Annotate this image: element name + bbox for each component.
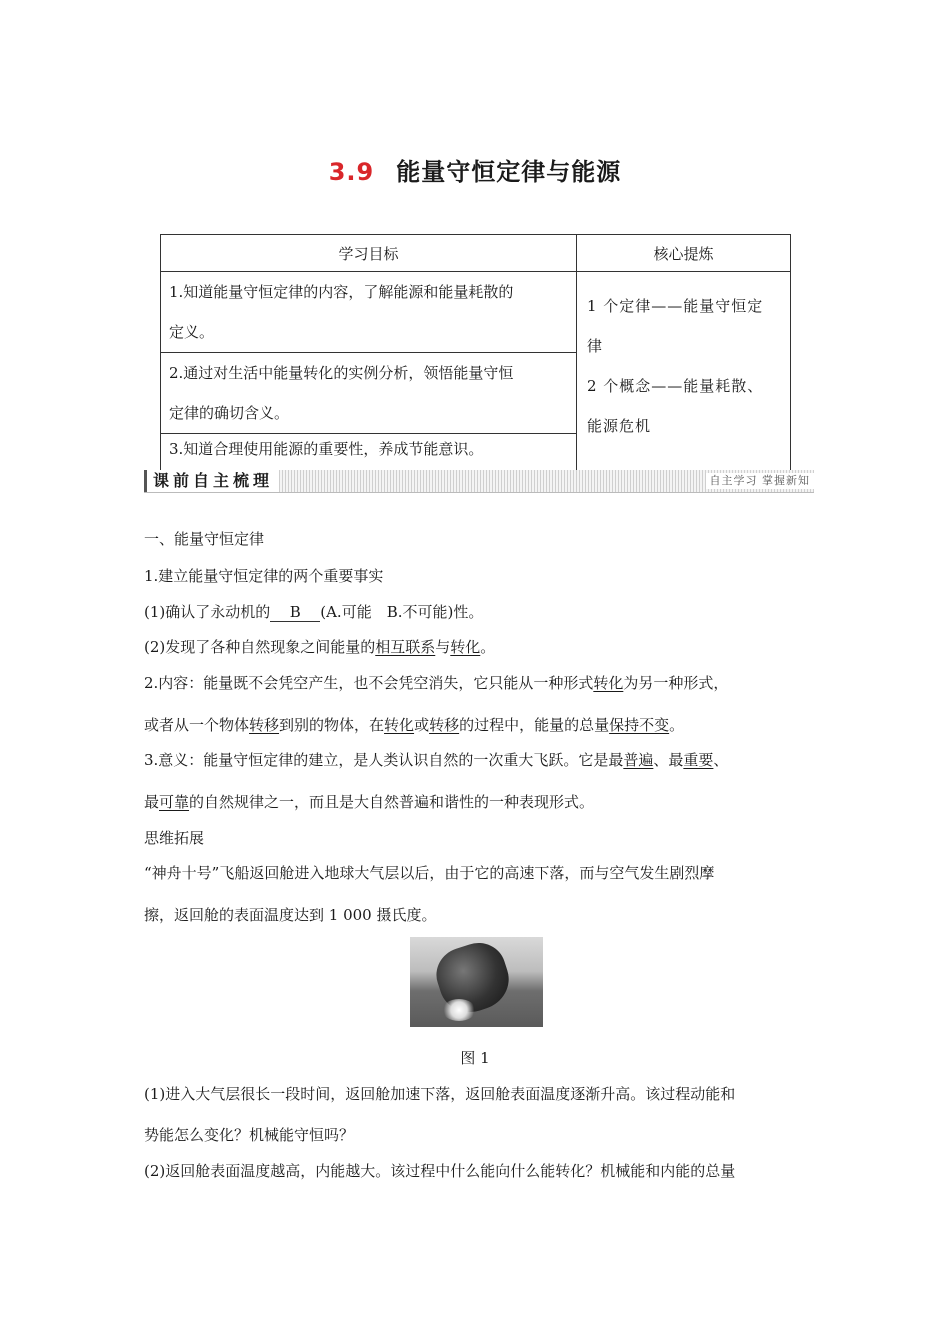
- section-title: 能量守恒定律与能源: [396, 158, 622, 186]
- item-3-line-2: 最可靠的自然规律之一，而且是大自然普遍和谐性的一种表现形式。: [144, 793, 595, 811]
- question-2: (2)返回舱表面温度越高，内能越大。该过程中什么能向什么能转化？机械能和内能的总量: [144, 1162, 736, 1180]
- item-1a: (1)确认了永动机的 B (A.可能 B.不可能)性。: [144, 603, 484, 621]
- thinking-para-1: “神舟十号”飞船返回舱进入地球大气层以后，由于它的高速下落，而与空气发生剧烈摩: [144, 864, 715, 882]
- goal-2: 2.通过对生活中能量转化的实例分析，领悟能量守恒 定律的确切含义。: [161, 353, 577, 434]
- banner-subtitle: 自主学习 掌握新知: [706, 473, 815, 489]
- goals-table: [160, 234, 791, 472]
- capsule-flame: [442, 999, 476, 1021]
- item-1: 1.建立能量守恒定律的两个重要事实: [144, 567, 384, 585]
- capsule-figure: [410, 937, 543, 1027]
- goal-1: 1.知道能量守恒定律的内容，了解能源和能量耗散的 定义。: [161, 272, 577, 353]
- question-1-line-1: (1)进入大气层很长一段时间，返回舱加速下落，返回舱表面温度逐渐升高。该过程动能和: [144, 1085, 736, 1103]
- item-2-line-2: 或者从一个物体转移到别的物体，在转化或转移的过程中，能量的总量保持不变。: [144, 716, 685, 734]
- answer-blank: B: [270, 604, 320, 622]
- page-title: [0, 152, 950, 187]
- question-1-line-2: 势能怎么变化？机械能守恒吗？: [144, 1126, 355, 1144]
- figure-caption: 图 1: [460, 1049, 490, 1067]
- col-header-goals: 学习目标: [161, 235, 577, 272]
- core-summary: 1 个定律——能量守恒定 律 2 个概念——能量耗散、 能源危机: [577, 272, 791, 472]
- thinking-para-2: 擦，返回舱的表面温度达到 1 000 摄氏度。: [144, 906, 437, 924]
- item-2-line-1: 2.内容：能量既不会凭空产生，也不会凭空消失，它只能从一种形式转化为另一种形式，: [144, 674, 729, 692]
- item-1b: (2)发现了各种自然现象之间能量的相互联系与转化。: [144, 638, 496, 656]
- item-3-line-1: 3.意义：能量守恒定律的建立，是人类认识自然的一次重大飞跃。它是最普遍、最重要、: [144, 751, 729, 769]
- section-banner: [144, 470, 814, 493]
- goal-3: 3.知道合理使用能源的重要性，养成节能意识。: [161, 434, 577, 472]
- thinking-heading: 思维拓展: [144, 829, 205, 847]
- banner-title: 课前自主梳理: [144, 470, 279, 492]
- section-number: 3.9: [328, 158, 375, 186]
- section-heading: 一、能量守恒定律: [144, 530, 265, 548]
- col-header-core: 核心提炼: [577, 235, 791, 272]
